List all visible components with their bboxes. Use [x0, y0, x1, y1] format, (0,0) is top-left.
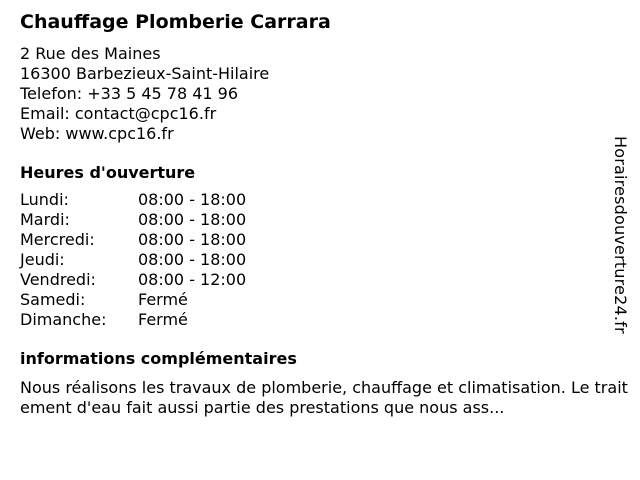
hours-row-monday — [20, 190, 610, 210]
day-label: Mercredi: — [20, 230, 95, 249]
address-city: 16300 Barbezieux-Saint-Hilaire — [20, 64, 270, 83]
day-hours: Fermé — [138, 290, 188, 309]
business-name: Chauffage Plomberie Carrara — [20, 11, 331, 33]
email-line: Email: contact@cpc16.fr — [20, 104, 217, 123]
info-description: Nous réalisons les travaux de plomberie, chauffage et climatisation. Le traitement d'eau fait aussi partie des prestations que nous ass... — [20, 378, 628, 417]
day-hours: 08:00 - 18:00 — [138, 210, 247, 229]
web-line: Web: www.cpc16.fr — [20, 124, 174, 143]
hours-row-thursday — [20, 250, 610, 270]
day-hours: 08:00 - 18:00 — [138, 190, 247, 209]
info-heading: informations complémentaires — [20, 349, 297, 368]
day-hours: Fermé — [138, 310, 188, 329]
hours-row-friday — [20, 270, 610, 290]
address-street: 2 Rue des Maines — [20, 44, 161, 63]
day-label: Vendredi: — [20, 270, 96, 289]
day-label: Dimanche: — [20, 310, 107, 329]
watermark-text: Horairesdouverture24.fr — [611, 136, 630, 334]
day-hours: 08:00 - 18:00 — [138, 250, 247, 269]
day-hours: 08:00 - 12:00 — [138, 270, 247, 289]
hours-row-saturday — [20, 290, 610, 310]
hours-table — [20, 190, 610, 330]
hours-row-tuesday — [20, 210, 610, 230]
hours-row-wednesday — [20, 230, 610, 250]
day-label: Lundi: — [20, 190, 69, 209]
day-label: Mardi: — [20, 210, 70, 229]
phone-line: Telefon: +33 5 45 78 41 96 — [20, 84, 239, 103]
hours-heading: Heures d'ouverture — [20, 163, 196, 182]
day-label: Jeudi: — [20, 250, 65, 269]
hours-row-sunday — [20, 310, 610, 330]
day-label: Samedi: — [20, 290, 86, 309]
day-hours: 08:00 - 18:00 — [138, 230, 247, 249]
